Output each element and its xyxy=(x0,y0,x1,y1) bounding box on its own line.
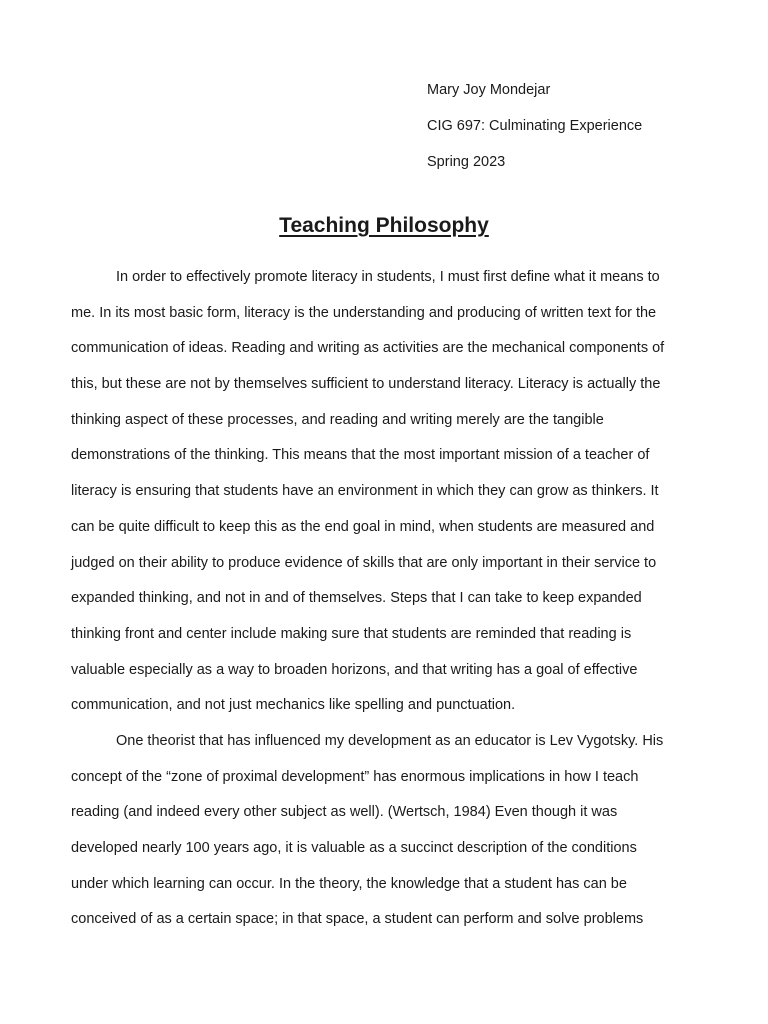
paragraph-1-line: expanded thinking, and not in and of themselves. Steps that I can take to keep expanded xyxy=(71,590,642,607)
paragraph-2-line: reading (and indeed every other subject as well). (Wertsch, 1984) Even though it was xyxy=(71,804,618,821)
paragraph-1-line: thinking aspect of these processes, and reading and writing merely are the tangible xyxy=(71,411,604,428)
course-name: CIG 697: Culminating Experience xyxy=(427,118,643,134)
paragraph-1-line: literacy is ensuring that students have an environment in which they can grow as thinkers. It xyxy=(71,483,659,500)
paragraph-1-line: thinking front and center include making sure that students are reminded that reading is xyxy=(71,625,632,642)
paragraph-1-line: can be quite difficult to keep this as the end goal in mind, when students are measured and xyxy=(71,518,655,535)
paragraph-1-line: In order to effectively promote literacy in students, I must first define what it means to xyxy=(116,269,660,285)
paragraph-2-line: One theorist that has influenced my development as an educator is Lev Vygotsky. His xyxy=(116,732,664,749)
paragraph-1-line: demonstrations of the thinking. This means that the most important mission of a teacher of xyxy=(71,447,650,464)
paragraph-1-line: valuable especially as a way to broaden horizons, and that writing has a goal of effective xyxy=(71,661,638,678)
document-body xyxy=(71,260,711,938)
document-header xyxy=(427,72,747,180)
paragraph-2-line: developed nearly 100 years ago, it is valuable as a succinct description of the conditions xyxy=(71,840,637,856)
paragraph-1-line: communication, and not just mechanics like spelling and punctuation. xyxy=(71,697,516,714)
paragraph-1-line: judged on their ability to produce evidence of skills that are only important in their service to xyxy=(71,554,657,571)
paragraph-2-line: under which learning can occur. In the theory, the knowledge that a student has can be xyxy=(71,875,627,892)
paragraph-1-line: this, but these are not by themselves sufficient to understand literacy. Literacy is actually the xyxy=(71,376,661,393)
paragraph-2-line: concept of the “zone of proximal development” has enormous implications in how I teach xyxy=(71,768,639,785)
author-name: Mary Joy Mondejar xyxy=(427,82,551,98)
term: Spring 2023 xyxy=(427,154,506,170)
paragraph-1-line: me. In its most basic form, literacy is the understanding and producing of written text for the xyxy=(71,304,657,321)
paragraph-2-line: conceived of as a certain space; in that space, a student can perform and solve problems xyxy=(71,911,644,928)
paragraph-1-line: communication of ideas. Reading and writing as activities are the mechanical components of xyxy=(71,340,665,357)
document-title: Teaching Philosophy xyxy=(279,214,489,237)
